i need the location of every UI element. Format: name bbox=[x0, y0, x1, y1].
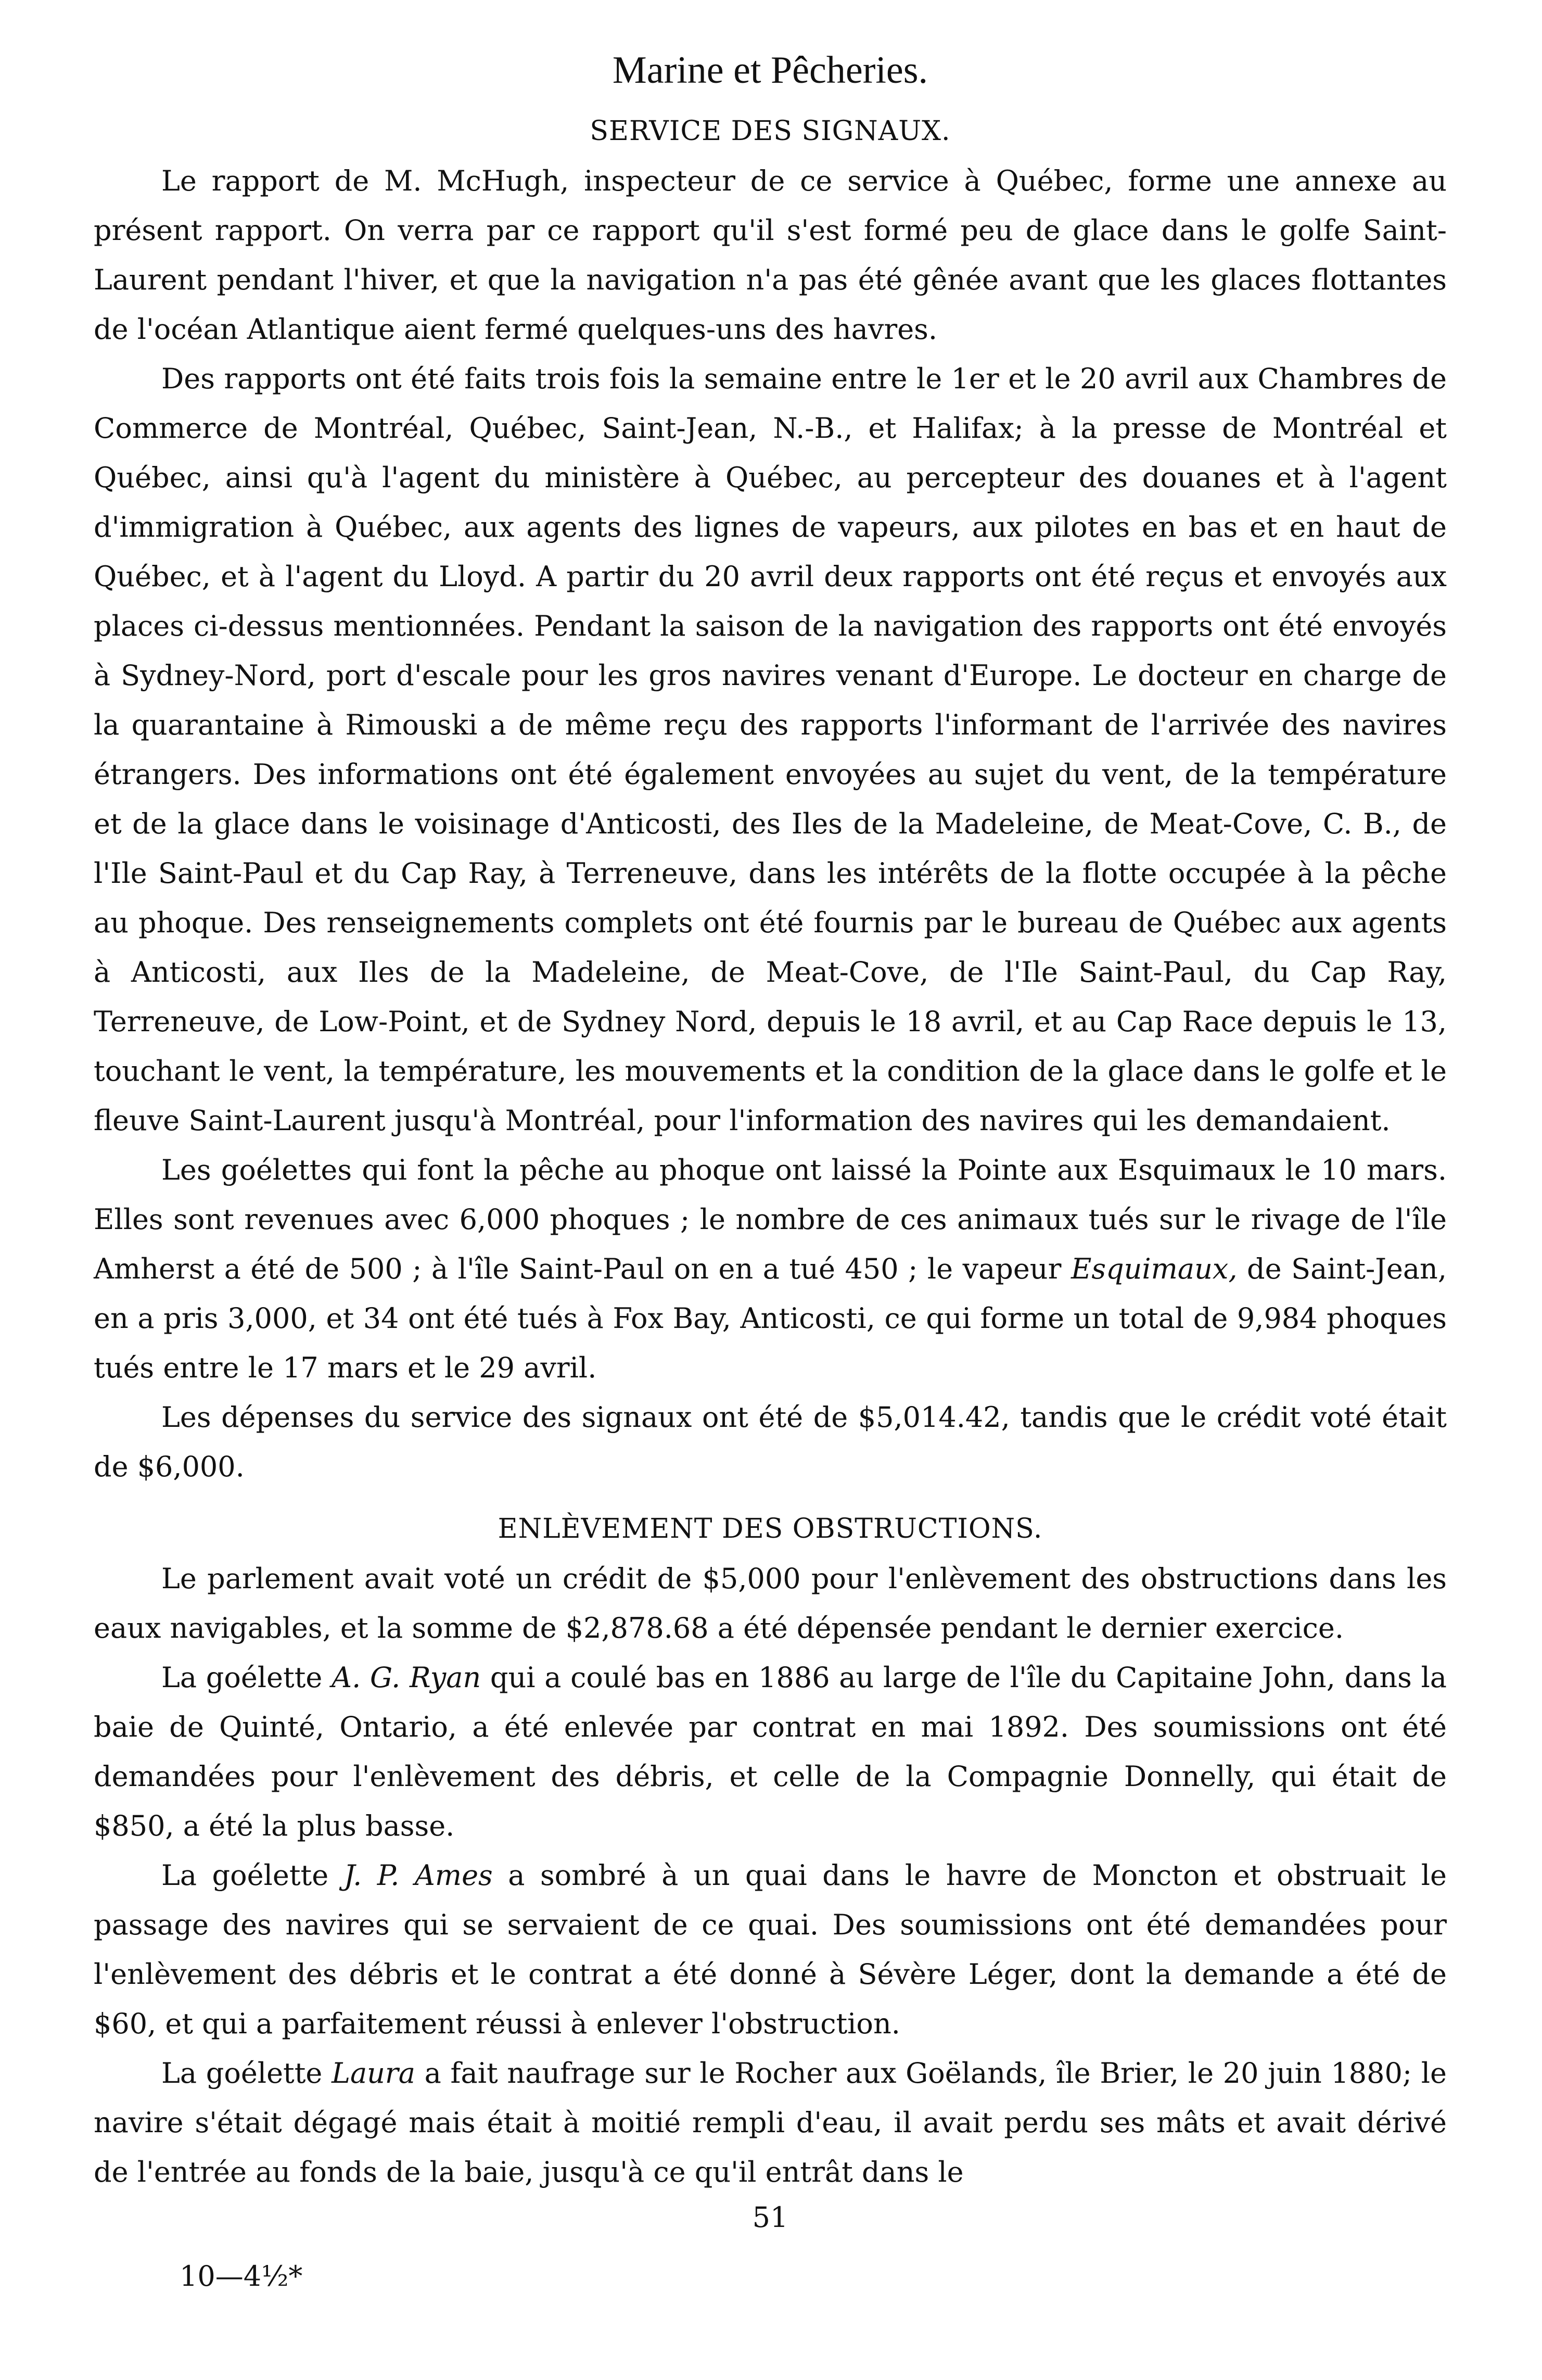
vessel-name: Esquimaux, bbox=[1071, 1252, 1238, 1285]
text-run: a fait naufrage sur le Rocher aux Goëlands, île Brier, le 20 juin 1880; le navire s'était dégagé mais était à moitié rempli d'eau, il avait perdu ses mâts et avait dérivé de l'entrée au fonds de la baie, jusqu'à ce qu'il entrât dans le bbox=[94, 2057, 1447, 2188]
text-run: La goélette bbox=[161, 1661, 332, 1694]
text-run: La goélette bbox=[161, 2057, 332, 2090]
signature-mark: 10—4½* bbox=[180, 2260, 303, 2293]
paragraph-ames bbox=[94, 1851, 1447, 2048]
paragraph: Le parlement avait voté un crédit de $5,000 pour l'enlèvement des obstructions dans les eaux navigables, et la somme de $2,878.68 a été dépensée pendant le dernier exercice. bbox=[94, 1562, 1447, 1644]
paragraph-ryan bbox=[94, 1653, 1447, 1851]
vessel-name: J. P. Ames bbox=[343, 1859, 493, 1892]
vessel-name: Laura bbox=[332, 2057, 415, 2090]
page-number: 51 bbox=[752, 2201, 788, 2234]
running-header: Marine et Pêcheries. bbox=[612, 49, 928, 92]
text-run: de Saint-Jean, en a pris 3,000, et 34 ont été tués à Fox Bay, Anticosti, ce qui forme un total de 9,984 phoques tués entre le 17 mars et le 29 avril. bbox=[94, 1252, 1447, 1384]
text-run: a sombré à un quai dans le havre de Moncton et obstruait le passage des navires qui se servaient de ce quai. Des soumissions ont été demandées pour l'enlèvement des débris et le contrat a été donné à Sévère Léger, dont la demande a été de $60, et qui a parfaitement réussi à enlever l'obstruction. bbox=[94, 1859, 1447, 2040]
text-run: qui a coulé bas en 1886 au large de l'île du Capitaine John, dans la baie de Quinté, Ontario, a été enlevée par contrat en mai 1892. Des soumissions ont été demandées pour l'enlèvement des débris, et celle de la Compagnie Donnelly, qui était de $850, a été la plus basse. bbox=[94, 1661, 1447, 1842]
paragraph: Des rapports ont été faits trois fois la semaine entre le 1er et le 20 avril aux Chambres de Commerce de Montréal, Québec, Saint-Jean, N.-B., et Halifax; à la presse de Montréal et Québec, ainsi qu'à l'agent du ministère à Québec, au percepteur des douanes et à l'agent d'immigration à Québec, aux agents des lignes de vapeurs, aux pilotes en bas et en haut de Québec, et à l'agent du Lloyd. A partir du 20 avril deux rapports ont été reçus et envoyés aux places ci-dessus mentionnées. Pendant la saison de la navigation des rapports ont été envoyés à Sydney-Nord, port d'escale pour les gros navires venant d'Europe. Le docteur en charge de la quarantaine à Rimouski a de même reçu des rapports l'informant de l'arrivée des navires étrangers. Des informations ont été également envoyées au sujet du vent, de la température et de la glace dans le voisinage d'Anticosti, des Iles de la Madeleine, de Meat-Cove, C. B., de l'Ile Saint-Paul et du Cap Ray, à Terreneuve, dans les intérêts de la flotte occupée à la pêche au phoque. Des renseignements complets ont été fournis par le bureau de Québec aux agents à Anticosti, aux Iles de la Madeleine, de Meat-Cove, de l'Ile Saint-Paul, du Cap Ray, Terreneuve, de Low-Point, et de Sydney Nord, depuis le 18 avril, et au Cap Race depuis le 13, touchant le vent, la température, les mouvements et la condition de la glace dans le golfe et le fleuve Saint-Laurent jusqu'à Montréal, pour l'information des navires qui les demandaient. bbox=[94, 362, 1447, 1137]
paragraph-seal-hunt bbox=[94, 1145, 1447, 1392]
section-heading-signaux: SERVICE DES SIGNAUX. bbox=[590, 116, 951, 147]
text-run: La goélette bbox=[161, 1859, 344, 1892]
document-page bbox=[94, 42, 1447, 2293]
section-heading-obstructions: ENLÈVEMENT DES OBSTRUCTIONS. bbox=[498, 1513, 1043, 1545]
paragraph: Les dépenses du service des signaux ont été de $5,014.42, tandis que le crédit voté était de $6,000. bbox=[94, 1401, 1447, 1483]
paragraph: Le rapport de M. McHugh, inspecteur de ce service à Québec, forme une annexe au présent rapport. On verra par ce rapport qu'il s'est formé peu de glace dans le golfe Saint-Laurent pendant l'hiver, et que la navigation n'a pas été gênée avant que les glaces flottantes de l'océan Atlantique aient fermé quelques-uns des havres. bbox=[94, 164, 1447, 346]
text-run: Les goélettes qui font la pêche au phoque ont laissé la Pointe aux Esquimaux le 10 mars. Elles sont revenues avec 6,000 phoques ; le nombre de ces animaux tués sur le rivage de l'île Amherst a été de 500 ; à l'île Saint-Paul on en a tué 450 ; le vapeur bbox=[94, 1154, 1447, 1285]
vessel-name: A. G. Ryan bbox=[332, 1661, 481, 1694]
section-gap bbox=[94, 1491, 1447, 1504]
paragraph-laura bbox=[94, 2048, 1447, 2197]
